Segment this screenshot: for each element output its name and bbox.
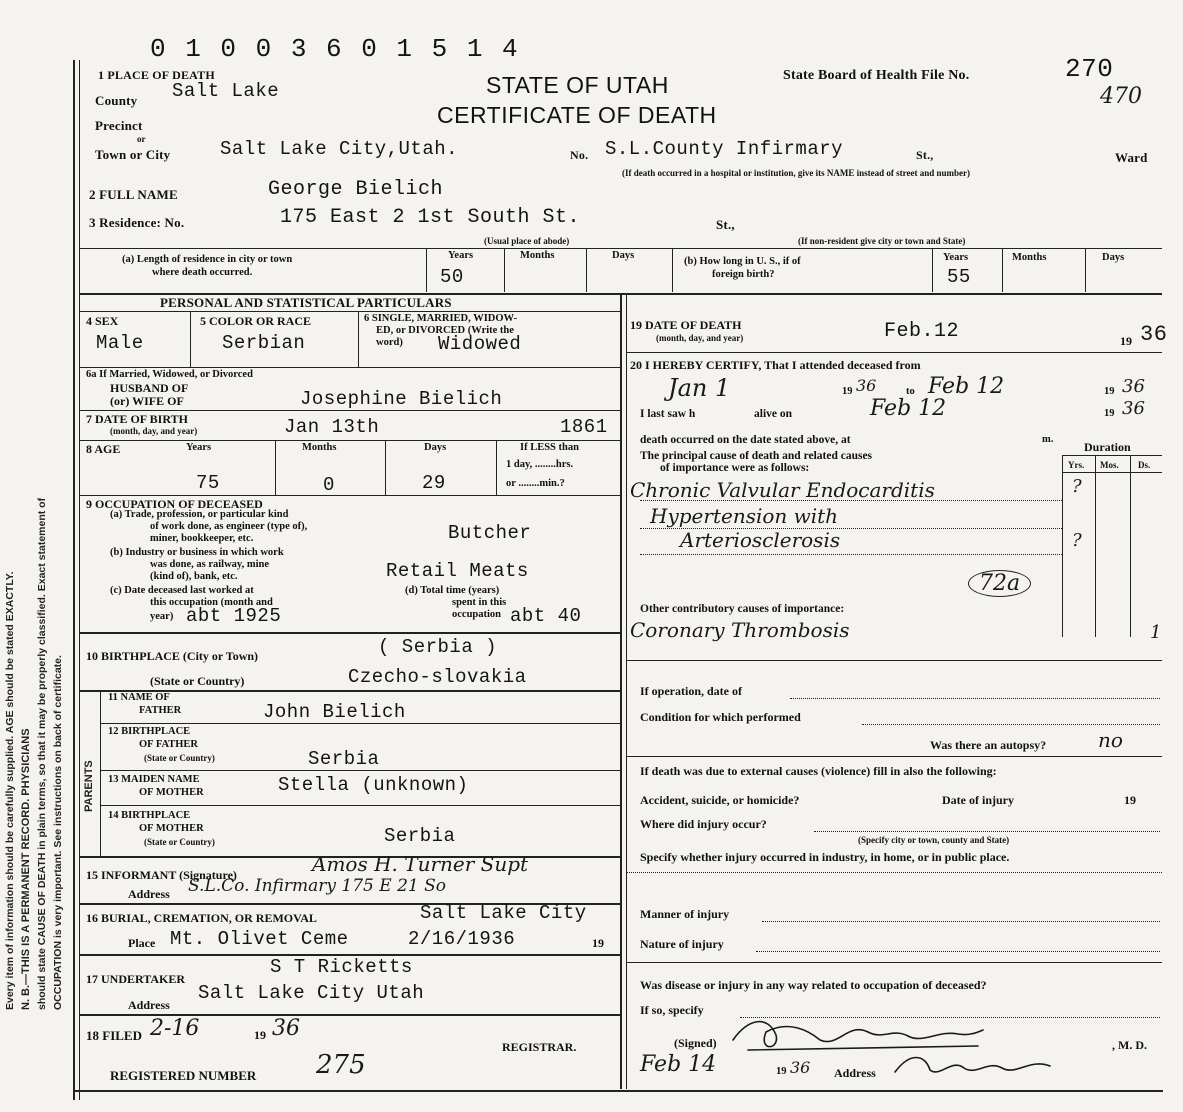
race-value: Serbian bbox=[222, 332, 306, 354]
occupation-heading: 9 OCCUPATION OF DECEASED bbox=[86, 497, 263, 511]
dob-year: 1861 bbox=[560, 416, 608, 438]
signed-year: 36 bbox=[790, 1058, 811, 1077]
dod-label-2: (month, day, and year) bbox=[656, 333, 744, 343]
occupation-trade: Butcher bbox=[448, 522, 532, 544]
county-label: County bbox=[95, 93, 138, 108]
signed-label: (Signed) bbox=[674, 1036, 717, 1050]
cause-label-2: of importance were as follows: bbox=[660, 462, 810, 474]
residence-label: 3 Residence: No. bbox=[89, 215, 185, 230]
manner-label: Manner of injury bbox=[640, 907, 730, 921]
race-label: 5 COLOR OR RACE bbox=[200, 314, 312, 328]
father-bp-label-2: OF FATHER bbox=[139, 739, 199, 750]
file-no-label: State Board of Health File No. bbox=[783, 68, 970, 83]
specify-label: Specify whether injury occurred in industry, in home, or in public place. bbox=[640, 850, 1010, 864]
precinct-label: Precinct bbox=[95, 118, 143, 133]
cause-2: Hypertension with bbox=[650, 504, 839, 528]
length-label-1: (a) Length of residence in city or town bbox=[122, 254, 293, 265]
filed-label: 18 FILED bbox=[86, 1028, 142, 1043]
if-so-label: If so, specify bbox=[640, 1003, 704, 1017]
signed-19: 19 bbox=[776, 1066, 787, 1077]
external-label: If death was due to external causes (violence) fill in also the following: bbox=[640, 764, 997, 778]
spouse-label-3: (or) WIFE OF bbox=[110, 394, 184, 408]
dur-ds-label: Ds. bbox=[1138, 460, 1151, 470]
autopsy-label: Was there an autopsy? bbox=[930, 738, 1047, 752]
burial-city: Salt Lake City bbox=[420, 902, 587, 924]
institution-note: (If death occurred in a hospital or institution, give its NAME instead of street and number) bbox=[622, 168, 971, 178]
filed-19: 19 bbox=[254, 1028, 266, 1042]
dod-label-1: 19 DATE OF DEATH bbox=[630, 318, 742, 332]
burial-place: Mt. Olivet Ceme bbox=[170, 928, 349, 950]
mother-bp-label-1: 14 BIRTHPLACE bbox=[108, 810, 191, 821]
mother-bp-label-2: OF MOTHER bbox=[139, 823, 204, 834]
cause-1-duration: ? bbox=[1072, 476, 1082, 497]
filed-date: 2-16 bbox=[150, 1016, 200, 1041]
personal-heading: PERSONAL AND STATISTICAL PARTICULARS bbox=[160, 295, 452, 310]
informant-address: S.L.Co. Infirmary 175 E 21 So bbox=[188, 876, 446, 896]
occ-d3: occupation bbox=[452, 609, 502, 620]
undertaker-label: 17 UNDERTAKER bbox=[86, 972, 186, 986]
usual-note: (Usual place of abode) bbox=[484, 236, 570, 246]
physician-address-label: Address bbox=[834, 1066, 876, 1080]
injury-date-label: Date of injury bbox=[942, 793, 1014, 807]
marital-value: Widowed bbox=[438, 333, 522, 355]
dur-mos-label: Mos. bbox=[1100, 460, 1119, 470]
cause-code: 72a bbox=[968, 570, 1031, 597]
occupation-total-time: abt 40 bbox=[510, 605, 582, 627]
marital-label-2: ED, or DIVORCED (Write the bbox=[376, 325, 514, 336]
spouse-label-1: 6a If Married, Widowed, or Divorced bbox=[86, 369, 253, 380]
us-label-2: foreign birth? bbox=[712, 269, 775, 280]
last-saw-19: 19 bbox=[1104, 408, 1115, 419]
sex-label: 4 SEX bbox=[86, 314, 119, 328]
father-label-1: 11 NAME OF bbox=[108, 692, 170, 703]
town-label: Town or City bbox=[95, 147, 171, 162]
res-years-label: Years bbox=[448, 250, 474, 261]
less-label-2: 1 day, ........hrs. bbox=[506, 459, 574, 470]
cause-1: Chronic Valvular Endocarditis bbox=[630, 478, 935, 502]
age-months-label: Months bbox=[302, 442, 337, 453]
specify-place-note: (Specify city or town, county and State) bbox=[858, 835, 1010, 845]
undertaker-address-label: Address bbox=[128, 998, 170, 1012]
injury-19: 19 bbox=[1124, 793, 1136, 807]
dod-year: 36 bbox=[1140, 322, 1168, 347]
registrar-label: REGISTRAR. bbox=[502, 1040, 577, 1054]
occ-b1: (b) Industry or business in which work bbox=[110, 547, 284, 558]
father-bp-label-3: (State or Country) bbox=[144, 753, 215, 763]
undertaker-address: Salt Lake City Utah bbox=[198, 982, 425, 1004]
marital-label-3: word) bbox=[376, 337, 403, 348]
autopsy-value: no bbox=[1098, 728, 1123, 752]
institution-value: S.L.County Infirmary bbox=[605, 138, 844, 160]
age-years: 75 bbox=[196, 472, 220, 494]
full-name-label: 2 FULL NAME bbox=[89, 187, 178, 202]
certify-to-label: to bbox=[906, 386, 915, 397]
county-value: Salt Lake bbox=[172, 80, 280, 102]
occupation-last-worked: abt 1925 bbox=[186, 605, 282, 627]
file-no-hand: 470 bbox=[1100, 84, 1142, 109]
other-cause-duration: 1 bbox=[1150, 622, 1162, 643]
res-days-label: Days bbox=[612, 250, 635, 261]
residence-value: 175 East 2 1st South St. bbox=[280, 206, 581, 229]
certify-to-19: 19 bbox=[1104, 386, 1115, 397]
less-label-3: or ........min.? bbox=[506, 478, 565, 489]
informant-address-label: Address bbox=[128, 887, 170, 901]
occ-c2: this occupation (month and bbox=[150, 597, 273, 608]
res-years: 50 bbox=[440, 266, 464, 288]
certify-from-19: 19 bbox=[842, 386, 853, 397]
margin-instructions-2: should state CAUSE OF DEATH in plain terms, so that it may be properly classified. Exact statement of bbox=[36, 497, 48, 1010]
nature-label: Nature of injury bbox=[640, 937, 724, 951]
last-saw-label: I last saw h bbox=[640, 408, 696, 420]
related-label: Was disease or injury in any way related to occupation of deceased? bbox=[640, 978, 987, 992]
sex-value: Male bbox=[96, 332, 144, 354]
marital-label-1: 6 SINGLE, MARRIED, WIDOW- bbox=[364, 313, 518, 324]
occ-a3: miner, bookkeeper, etc. bbox=[150, 533, 254, 544]
birthplace-country: Czecho-slovakia bbox=[348, 666, 527, 688]
res-months-label: Months bbox=[520, 250, 555, 261]
occ-a1: (a) Trade, profession, or particular kind bbox=[110, 509, 289, 520]
burial-date: 2/16/1936 bbox=[408, 928, 516, 950]
age-days-label: Days bbox=[424, 442, 447, 453]
occ-b2: was done, as railway, mine bbox=[150, 559, 270, 570]
us-days-label: Days bbox=[1102, 252, 1125, 263]
signed-date: Feb 14 bbox=[640, 1052, 717, 1077]
cause-3-duration: ? bbox=[1072, 530, 1082, 551]
mother-value: Stella (unknown) bbox=[278, 774, 469, 796]
registered-number: 275 bbox=[316, 1050, 366, 1080]
full-name: George Bielich bbox=[268, 178, 444, 201]
st-label: St., bbox=[916, 148, 934, 162]
us-label-1: (b) How long in U. S., if of bbox=[684, 256, 801, 267]
father-bp-value: Serbia bbox=[308, 748, 380, 770]
certify-label: 20 I HEREBY CERTIFY, That I attended deceased from bbox=[630, 358, 921, 372]
spouse-label-2: HUSBAND OF bbox=[110, 381, 189, 395]
us-years: 55 bbox=[947, 266, 971, 288]
town-value: Salt Lake City,Utah. bbox=[220, 138, 459, 160]
mother-bp-label-3: (State or Country) bbox=[144, 837, 215, 847]
certify-to-year: 36 bbox=[1122, 376, 1145, 397]
birthplace-label: 10 BIRTHPLACE (City or Town) bbox=[86, 649, 259, 663]
occurred-m: m. bbox=[1042, 434, 1054, 445]
condition-label: Condition for which performed bbox=[640, 710, 801, 724]
length-label-2: where death occurred. bbox=[152, 267, 253, 278]
age-days: 29 bbox=[422, 472, 446, 494]
duration-label: Duration bbox=[1084, 440, 1131, 454]
operation-label: If operation, date of bbox=[640, 684, 742, 698]
burial-label: 16 BURIAL, CREMATION, OR REMOVAL bbox=[86, 911, 317, 925]
occ-d2: spent in this bbox=[452, 597, 507, 608]
state-country-label: (State or Country) bbox=[150, 674, 245, 688]
state-title: STATE OF UTAH bbox=[486, 72, 669, 98]
spouse-value: Josephine Bielich bbox=[300, 388, 503, 410]
parents-label: PARENTS bbox=[83, 760, 95, 812]
father-label-2: FATHER bbox=[139, 705, 182, 716]
margin-instructions-4: Every item of information should be carefully supplied. AGE should be stated EXACTLY. bbox=[4, 571, 16, 1010]
accident-label: Accident, suicide, or homicide? bbox=[640, 793, 800, 807]
age-months: 0 bbox=[323, 474, 335, 496]
informant-label: 15 INFORMANT (Signature) bbox=[86, 868, 237, 882]
last-saw-mid: alive on bbox=[754, 408, 793, 420]
ward-label: Ward bbox=[1115, 150, 1148, 165]
father-value: John Bielich bbox=[263, 701, 406, 723]
occ-b3: (kind of), bank, etc. bbox=[150, 571, 238, 582]
certify-from-year: 36 bbox=[856, 376, 877, 395]
md-label: , M. D. bbox=[1112, 1038, 1147, 1052]
mother-label-1: 13 MAIDEN NAME bbox=[108, 774, 200, 785]
mother-label-2: OF MOTHER bbox=[139, 787, 204, 798]
dur-yrs-label: Yrs. bbox=[1068, 460, 1085, 470]
physician-address-handwriting bbox=[890, 1044, 1060, 1084]
occ-c1: (c) Date deceased last worked at bbox=[110, 585, 254, 596]
or-label: or bbox=[137, 134, 146, 144]
dod-value: Feb.12 bbox=[884, 320, 960, 343]
us-months-label: Months bbox=[1012, 252, 1047, 263]
occ-c3: year) bbox=[150, 611, 174, 622]
occ-a2: of work done, as engineer (type of), bbox=[150, 521, 308, 532]
certify-to-date: Feb 12 bbox=[928, 374, 1005, 399]
burial-19: 19 bbox=[592, 936, 604, 950]
occurred-label: death occurred on the date stated above, at bbox=[640, 434, 851, 446]
undertaker-value: S T Ricketts bbox=[270, 956, 413, 978]
margin-instructions-3: OCCUPATION is very important. See instructions on back of certificate. bbox=[52, 655, 64, 1010]
mother-bp-value: Serbia bbox=[384, 825, 456, 847]
age-label: 8 AGE bbox=[86, 442, 121, 456]
last-saw-date: Feb 12 bbox=[870, 396, 947, 421]
last-saw-year: 36 bbox=[1122, 398, 1145, 419]
occ-d1: (d) Total time (years) bbox=[405, 585, 500, 596]
father-bp-label-1: 12 BIRTHPLACE bbox=[108, 726, 191, 737]
residence-st-label: St., bbox=[716, 217, 735, 232]
cause-3: Arteriosclerosis bbox=[680, 528, 841, 552]
file-no: 270 bbox=[1065, 54, 1114, 84]
dob-value: Jan 13th bbox=[284, 416, 380, 438]
nonres-note: (If non-resident give city or town and State) bbox=[798, 236, 966, 246]
less-label-1: If LESS than bbox=[520, 442, 579, 453]
certificate-title: CERTIFICATE OF DEATH bbox=[437, 102, 717, 128]
dod-19: 19 bbox=[1120, 334, 1132, 348]
filed-year: 36 bbox=[272, 1016, 300, 1041]
place-heading: 1 PLACE OF DEATH bbox=[98, 68, 215, 82]
other-causes-label: Other contributory causes of importance: bbox=[640, 603, 845, 615]
registered-label: REGISTERED NUMBER bbox=[110, 1068, 257, 1083]
informant-signature: Amos H. Turner Supt bbox=[312, 852, 529, 876]
certificate-number: 0 1 0 0 3 6 0 1 5 1 4 bbox=[150, 34, 520, 64]
burial-place-label: Place bbox=[128, 936, 156, 950]
no-label: No. bbox=[570, 148, 589, 162]
birthplace-city: ( Serbia ) bbox=[378, 636, 498, 658]
other-cause: Coronary Thrombosis bbox=[630, 618, 850, 642]
where-label: Where did injury occur? bbox=[640, 817, 767, 831]
age-years-label: Years bbox=[186, 442, 212, 453]
certify-from-date: Jan 1 bbox=[668, 374, 731, 402]
dob-label-1: 7 DATE OF BIRTH bbox=[86, 412, 188, 426]
us-years-label: Years bbox=[943, 252, 969, 263]
cause-label-1: The principal cause of death and related causes bbox=[640, 450, 873, 462]
occupation-industry: Retail Meats bbox=[386, 560, 529, 582]
dob-label-2: (month, day, and year) bbox=[110, 426, 198, 436]
